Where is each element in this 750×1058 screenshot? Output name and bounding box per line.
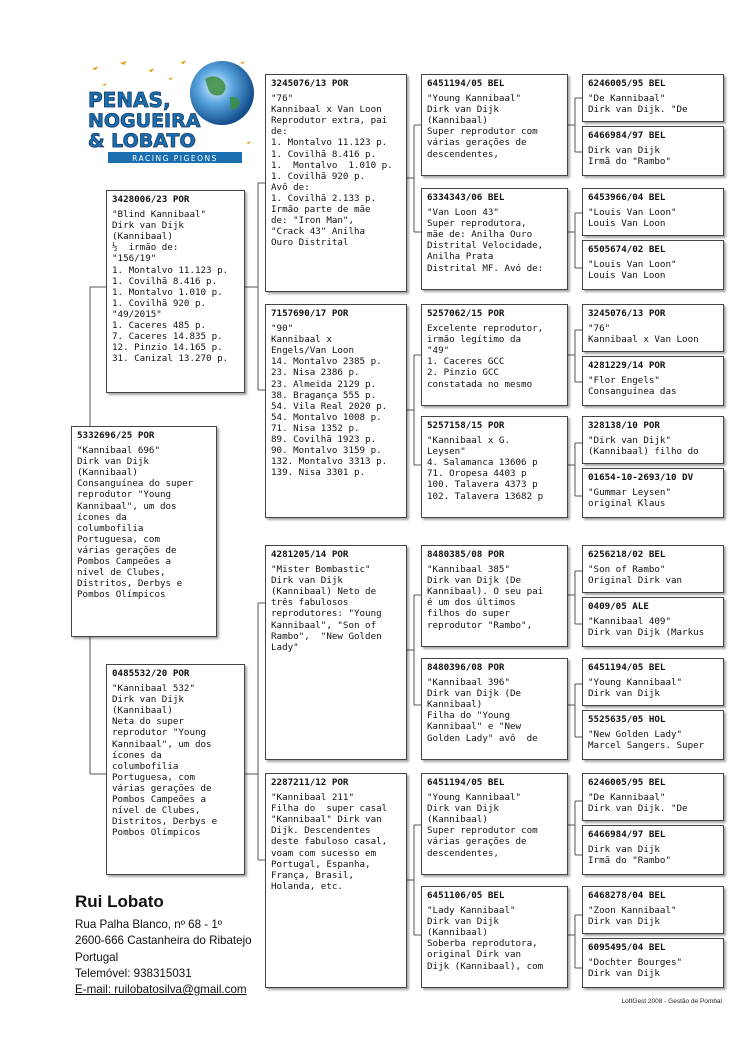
ring-number: 6246005/95 BEL [588, 78, 666, 89]
detail-line: 132. Montalvo 3313 p. [271, 456, 388, 468]
pigeon-details [427, 93, 562, 160]
detail-line: "Kannibaal 385" [427, 564, 510, 576]
pigeon-details [427, 323, 562, 390]
detail-line: de: [271, 126, 288, 138]
footer-credit: LoftGest 2008 - Gestão de Pombal [621, 998, 722, 1005]
owner-name: Rui Lobato [75, 892, 164, 911]
svg-text:PENAS,: PENAS, [88, 88, 171, 112]
detail-line: nível de Clubes, [77, 567, 166, 579]
detail-line: "Flor Engels" [588, 375, 660, 387]
gen3-card-1 [421, 74, 568, 176]
detail-line: "156/19" [112, 253, 157, 265]
ring-number: 6453966/04 BEL [588, 192, 666, 203]
detail-line: 71. Oropesa 4403 p [427, 468, 527, 480]
ring-number: 2287211/12 POR [271, 777, 349, 788]
detail-line: Kannibaal). O seu pai [427, 586, 544, 598]
ring-number: 3428006/23 POR [112, 194, 190, 205]
detail-line: Consanguínea das [588, 386, 677, 398]
detail-line: ícones da [77, 511, 127, 523]
ring-number: 0409/05 ALE [588, 601, 649, 612]
detail-line: Dirk van Dijk [77, 456, 149, 468]
detail-line: Leysen" [427, 446, 466, 458]
detail-line: 23. Nisa 2386 p. [271, 367, 360, 379]
detail-line: Filha do super casal [271, 803, 388, 815]
detail-line: 14. Montalvo 2385 p. [271, 356, 382, 368]
detail-line: "Kannibaal 532" [112, 683, 195, 695]
detail-line: "Young Kannibaal" [588, 677, 683, 689]
detail-line: Portuguesa, com [112, 771, 195, 783]
detail-line: Distritos, Derbys e [77, 578, 183, 590]
detail-line: Kannibaal", um dos [77, 500, 177, 512]
detail-line: Dirk van Dijk [427, 916, 499, 928]
pigeon-details [112, 683, 239, 838]
detail-line: Dijk (Kannibaal), com [427, 960, 544, 972]
detail-line: "Kannibaal x G. [427, 435, 510, 447]
ring-number: 8480385/08 POR [427, 549, 505, 560]
owner-country: Portugal [75, 950, 119, 964]
pigeon-details [112, 209, 239, 364]
detail-line: 1. Montalvo 1.010 p. [271, 159, 393, 171]
pigeon-details [588, 616, 718, 638]
detail-line: "Son of Rambo" [588, 564, 666, 576]
detail-line: várias gerações de [112, 782, 212, 794]
detail-line: várias gerações de [427, 836, 527, 848]
ring-number: 6334343/06 BEL [427, 192, 505, 203]
detail-line: três fabulosos [271, 597, 349, 609]
owner-info [75, 892, 252, 998]
detail-line: (Kannibaal) [77, 467, 138, 479]
owner-phone: Telemóvel: 938315031 [75, 966, 192, 980]
detail-line: 54. Vila Real 2020 p. [271, 400, 388, 412]
detail-line: Consanguínea do super [77, 478, 194, 490]
detail-line: Louis Van Loon [588, 218, 666, 230]
detail-line: filhos do super [427, 608, 510, 620]
detail-line: Dirk van Dijk (De [427, 575, 522, 587]
gen3-card-6 [421, 658, 568, 760]
detail-line: Engels/Van Loon [271, 345, 354, 357]
detail-line: "Kannibaal 396" [427, 677, 510, 689]
detail-line: Kannibaal" e "New [427, 721, 522, 733]
ring-number: 6256218/02 BEL [588, 549, 666, 560]
detail-line: "Kannibaal" Dirk van [271, 814, 382, 826]
ring-number: 6468278/04 BEL [588, 890, 666, 901]
ring-number: 3245076/13 POR [271, 78, 349, 89]
detail-line: "49/2015" [112, 308, 162, 320]
detail-line: Avô de: [271, 181, 310, 193]
detail-line: (Kannibaal) [427, 927, 488, 939]
detail-line: "Louis Van Loon" [588, 207, 677, 219]
pigeon-details [588, 729, 718, 751]
detail-line: Kannibaal", "Son of [271, 619, 377, 631]
detail-line: Dirk van Dijk [112, 694, 184, 706]
ring-number: 8480396/08 POR [427, 662, 505, 673]
detail-line: 1. Covilhã 8.416 p. [271, 148, 377, 160]
detail-line: mãe de: Anilha Ouro [427, 229, 533, 241]
detail-line: Pombos Campeões a [112, 794, 207, 806]
pigeon-details [427, 564, 562, 631]
svg-text:NOGUEIRA: NOGUEIRA [88, 110, 201, 132]
detail-line: ½ irmão de: [112, 242, 179, 254]
pigeon-details [77, 445, 211, 600]
detail-line: Distritos, Derbys e [112, 816, 218, 828]
gen3-card-8 [421, 886, 568, 988]
detail-line: Ouro Distrital [271, 237, 349, 249]
pigeon-details [588, 207, 718, 229]
detail-line: descendentes, [427, 148, 499, 160]
detail-line: Dirk van Dijk [112, 220, 184, 232]
detail-line: "Young Kannibaal" [427, 792, 522, 804]
detail-line: "Louis Van Loon" [588, 259, 677, 271]
detail-line: 1. Montalvo 1.010 p. [112, 286, 223, 298]
detail-line: Dirk van Dijk (De [427, 688, 522, 700]
detail-line: Portuguesa, com [77, 533, 160, 545]
gen4-card-4 [582, 240, 724, 290]
gen4-card-12 [582, 710, 724, 760]
detail-line: Super reprodutor com [427, 126, 538, 138]
detail-line: reprodutor "Young [77, 489, 172, 501]
pigeon-details [588, 677, 718, 699]
detail-line: Distrital Velocidade, [427, 240, 544, 252]
detail-line: Dirk van Dijk (Markus [588, 627, 705, 639]
ring-number: 6451194/05 BEL [427, 777, 505, 788]
detail-line: Super reprodutor com [427, 825, 538, 837]
owner-email-link[interactable]: E-mail: ruilobatosilva@gmail.com [75, 983, 247, 997]
ring-number: 6505674/02 BEL [588, 244, 666, 255]
detail-line: 89. Covilhã 1923 p. [271, 434, 377, 446]
detail-line: Marcel Sangers. Super [588, 740, 705, 752]
detail-line: (Kannibaal) [112, 231, 173, 243]
pigeon-details [427, 905, 562, 972]
detail-line: columbofilia [77, 522, 144, 534]
detail-line: "Lady Kannibaal" [427, 905, 516, 917]
pigeon-details [588, 792, 718, 814]
gen4-card-6 [582, 356, 724, 406]
gen4-card-9 [582, 545, 724, 593]
detail-line: Kannibaal) [427, 699, 483, 711]
pigeon-details [588, 487, 718, 509]
detail-line: "Dochter Bourges" [588, 957, 683, 969]
detail-line: Pombos Olímpicos [77, 589, 166, 601]
detail-line: é um dos últimos [427, 597, 516, 609]
detail-line: Pombos Olímpicos [112, 827, 201, 839]
detail-line: 1. Covilhã 8.416 p. [112, 275, 218, 287]
detail-line: (Kannibaal) [427, 115, 488, 127]
gen4-card-10 [582, 597, 724, 647]
detail-line: 12. Pinzio 14.165 p. [112, 342, 223, 354]
detail-line: reprodutor "Rambo", [427, 619, 533, 631]
detail-line: Dirk van Dijk [588, 844, 660, 856]
detail-line: 71. Nisa 1352 p. [271, 422, 360, 434]
gen4-card-11 [582, 658, 724, 706]
detail-line: Kannibaal", um dos [112, 738, 212, 750]
pigeon-details [588, 93, 718, 115]
detail-line: descendentes, [427, 847, 499, 859]
detail-line: 1. Montalvo 11.123 p. [271, 137, 388, 149]
detail-line: "De Kannibaal" [588, 792, 666, 804]
detail-line: Irmão parte de mãe [271, 204, 371, 216]
detail-line: Lady" [271, 641, 299, 653]
ring-number: 6451194/05 BEL [427, 78, 505, 89]
detail-line: original Dirk van [427, 949, 522, 961]
ring-number: 6451194/05 BEL [588, 662, 666, 673]
detail-line: deste fabuloso casal, [271, 836, 388, 848]
pigeon-details [271, 323, 401, 478]
detail-line: 1. Montalvo 11.123 p. [112, 264, 229, 276]
detail-line: Super reprodutora, [427, 218, 527, 230]
detail-line: 38. Bragança 555 p. [271, 389, 377, 401]
detail-line: reprodutores: "Young [271, 608, 382, 620]
ring-number: 4281229/14 POR [588, 360, 666, 371]
detail-line: Golden Lady" avô de [427, 732, 538, 744]
detail-line: 1. Covilhã 920 p. [112, 297, 207, 309]
detail-line: 102. Talavera 13682 p [427, 490, 544, 502]
detail-line: columbofilia [112, 760, 179, 772]
gen4-card-16 [582, 938, 724, 988]
ring-number: 328138/10 POR [588, 420, 660, 431]
detail-line: 2. Pinzio GCC [427, 367, 499, 379]
detail-line: Portugal, Espanha, [271, 858, 371, 870]
detail-line: "Young Kannibaal" [427, 93, 522, 105]
ring-number: 6466984/97 BEL [588, 130, 666, 141]
ring-number: 6246005/95 BEL [588, 777, 666, 788]
detail-line: Distrital MF. Avó de: [427, 262, 544, 274]
dam-card [106, 664, 245, 875]
detail-line: Dirk van Dijk [427, 104, 499, 116]
detail-line: "Van Loon 43" [427, 207, 499, 219]
detail-line: "Gummar Leysen" [588, 487, 671, 499]
detail-line: original Klaus [588, 498, 666, 510]
pigeon-details [271, 93, 401, 248]
gen4-card-14 [582, 825, 724, 875]
detail-line: Excelente reprodutor, [427, 323, 544, 335]
pigeon-details [588, 564, 718, 586]
pigeon-details [588, 259, 718, 281]
ring-number: 5257062/15 POR [427, 308, 505, 319]
detail-line: Holanda, etc. [271, 880, 343, 892]
grandsire-paternal-card [265, 74, 407, 292]
gen4-card-2 [582, 126, 724, 176]
pigeon-details [271, 564, 401, 653]
detail-line: Dirk van Dijk. "De [588, 104, 688, 116]
gen4-card-7 [582, 416, 724, 464]
pigeon-details [427, 207, 562, 274]
gen4-card-3 [582, 188, 724, 236]
gen3-card-2 [421, 188, 568, 290]
pigeon-details [588, 375, 718, 397]
detail-line: Kannibaal x [271, 334, 332, 346]
granddam-maternal-card [265, 773, 407, 988]
ring-number: 6451106/05 BEL [427, 890, 505, 901]
gen4-card-8 [582, 468, 724, 518]
subject-pigeon-card [71, 426, 217, 637]
pigeon-details [588, 844, 718, 866]
detail-line: Dirk van Dijk [588, 916, 660, 928]
detail-line: Dirk van Dijk [427, 803, 499, 815]
detail-line: várias gerações de [427, 137, 527, 149]
detail-line: 4. Salamanca 13606 p [427, 457, 538, 469]
detail-line: constatada no mesmo [427, 378, 533, 390]
detail-line: várias gerações de [77, 544, 177, 556]
detail-line: Dirk van Dijk [588, 688, 660, 700]
detail-line: "49" [427, 345, 450, 357]
detail-line: voam com sucesso em [271, 847, 377, 859]
grandsire-maternal-card [265, 545, 407, 760]
gen4-card-1 [582, 74, 724, 122]
ring-number: 4281205/14 POR [271, 549, 349, 560]
detail-line: (Kannibaal) filho do [588, 446, 699, 458]
detail-line: "Kannibaal 696" [77, 445, 160, 457]
detail-line: Dirk van Dijk [588, 968, 660, 980]
sire-card [106, 190, 245, 393]
detail-line: reprodutor "Young [112, 727, 207, 739]
owner-address-line1: Rua Palha Blanco, nº 68 - 1º [75, 918, 223, 931]
detail-line: "90" [271, 323, 294, 335]
ring-number: 5257158/15 POR [427, 420, 505, 431]
pigeon-details [588, 435, 718, 457]
detail-line: 100. Talavera 4373 p [427, 479, 538, 491]
pigeon-details [427, 677, 562, 744]
detail-line: Anilha Prata [427, 251, 494, 263]
detail-line: 1. Caceres GCC [427, 356, 505, 368]
detail-line: de: "Iron Man", [271, 215, 354, 227]
granddam-paternal-card [265, 304, 407, 518]
detail-line: Irmã do "Rambo" [588, 855, 671, 867]
detail-line: Soberba reprodutora, [427, 938, 538, 950]
detail-line: 7. Caceres 14.835 p. [112, 331, 223, 343]
pigeon-details [588, 145, 718, 167]
owner-address-line2: 2600-666 Castanheira do Ribatejo [75, 934, 252, 948]
pigeon-details [588, 957, 718, 979]
detail-line: Kannibaal x Van Loon [588, 334, 699, 346]
ring-number: 01654-10-2693/10 DV [588, 472, 694, 483]
detail-line: "76" [271, 93, 294, 105]
detail-line: "Kannibaal 211" [271, 792, 354, 804]
detail-line: 54. Montalvo 1008 p. [271, 411, 382, 423]
gen3-card-5 [421, 545, 568, 647]
detail-line: Neta do super [112, 716, 184, 728]
detail-line: irmão legítimo da [427, 334, 522, 346]
detail-line: Irmã do "Rambo" [588, 156, 671, 168]
detail-line: "Blind Kannibaal" [112, 209, 207, 221]
detail-line: 23. Almeida 2129 p. [271, 378, 377, 390]
ring-number: 5332696/25 POR [77, 430, 155, 441]
detail-line: "Zoon Kannibaal" [588, 905, 677, 917]
detail-line: Dirk van Dijk [271, 575, 343, 587]
ring-number: 7157690/17 POR [271, 308, 349, 319]
gen4-card-5 [582, 304, 724, 352]
detail-line: "Kannibaal 409" [588, 616, 671, 628]
detail-line: "De Kannibaal" [588, 93, 666, 105]
detail-line: Original Dirk van [588, 575, 683, 587]
detail-line: ícones da [112, 749, 162, 761]
ring-number: 6466984/97 BEL [588, 829, 666, 840]
gen3-card-3 [421, 304, 568, 406]
detail-line: "Dirk van Dijk" [588, 435, 671, 447]
detail-line: "New Golden Lady" [588, 729, 683, 741]
club-logo [80, 57, 256, 167]
pigeon-details [427, 435, 562, 502]
ring-number: 5525635/05 HOL [588, 714, 666, 725]
detail-line: 1. Covilhã 920 p. [271, 170, 366, 182]
detail-line: Dirk van Dijk [588, 145, 660, 157]
detail-line: Reprodutor extra, pai [271, 115, 388, 127]
pigeon-details [427, 792, 562, 859]
detail-line: Louis Van Loon [588, 270, 666, 282]
pigeon-details [588, 323, 718, 345]
detail-line: 90. Montalvo 3159 p. [271, 445, 382, 457]
detail-line: (Kannibaal) [112, 705, 173, 717]
detail-line: Pombos Campeões a [77, 556, 172, 568]
detail-line: Kannibaal x Van Loon [271, 104, 382, 116]
pigeon-details [271, 792, 401, 892]
gen4-card-13 [582, 773, 724, 821]
ring-number: 0485532/20 POR [112, 668, 190, 679]
detail-line: 1. Covilhã 2.133 p. [271, 192, 377, 204]
detail-line: Rambo", "New Golden [271, 630, 382, 642]
pigeon-details [588, 905, 718, 927]
svg-text:RACING PIGEONS: RACING PIGEONS [132, 154, 218, 163]
gen3-card-4 [421, 416, 568, 518]
detail-line: "Mister Bombastic" [271, 564, 371, 576]
detail-line: 1. Caceres 485 p. [112, 320, 207, 332]
detail-line: 139. Nisa 3301 p. [271, 467, 366, 479]
detail-line: "76" [588, 323, 611, 335]
ring-number: 3245076/13 POR [588, 308, 666, 319]
detail-line: "Crack 43" Anilha [271, 226, 366, 238]
detail-line: (Kannibaal) [427, 814, 488, 826]
detail-line: (Kannibaal) Neto de [271, 586, 377, 598]
detail-line: Dirk van Dijk. "De [588, 803, 688, 815]
detail-line: Dijk. Descendentes [271, 825, 371, 837]
gen3-card-7 [421, 773, 568, 875]
detail-line: nível de Clubes, [112, 805, 201, 817]
svg-text:& LOBATO: & LOBATO [88, 130, 196, 152]
gen4-card-15 [582, 886, 724, 934]
detail-line: Filha do "Young [427, 710, 510, 722]
detail-line: França, Brasil, [271, 869, 354, 881]
ring-number: 6095495/04 BEL [588, 942, 666, 953]
detail-line: 31. Canizal 13.270 p. [112, 353, 229, 365]
